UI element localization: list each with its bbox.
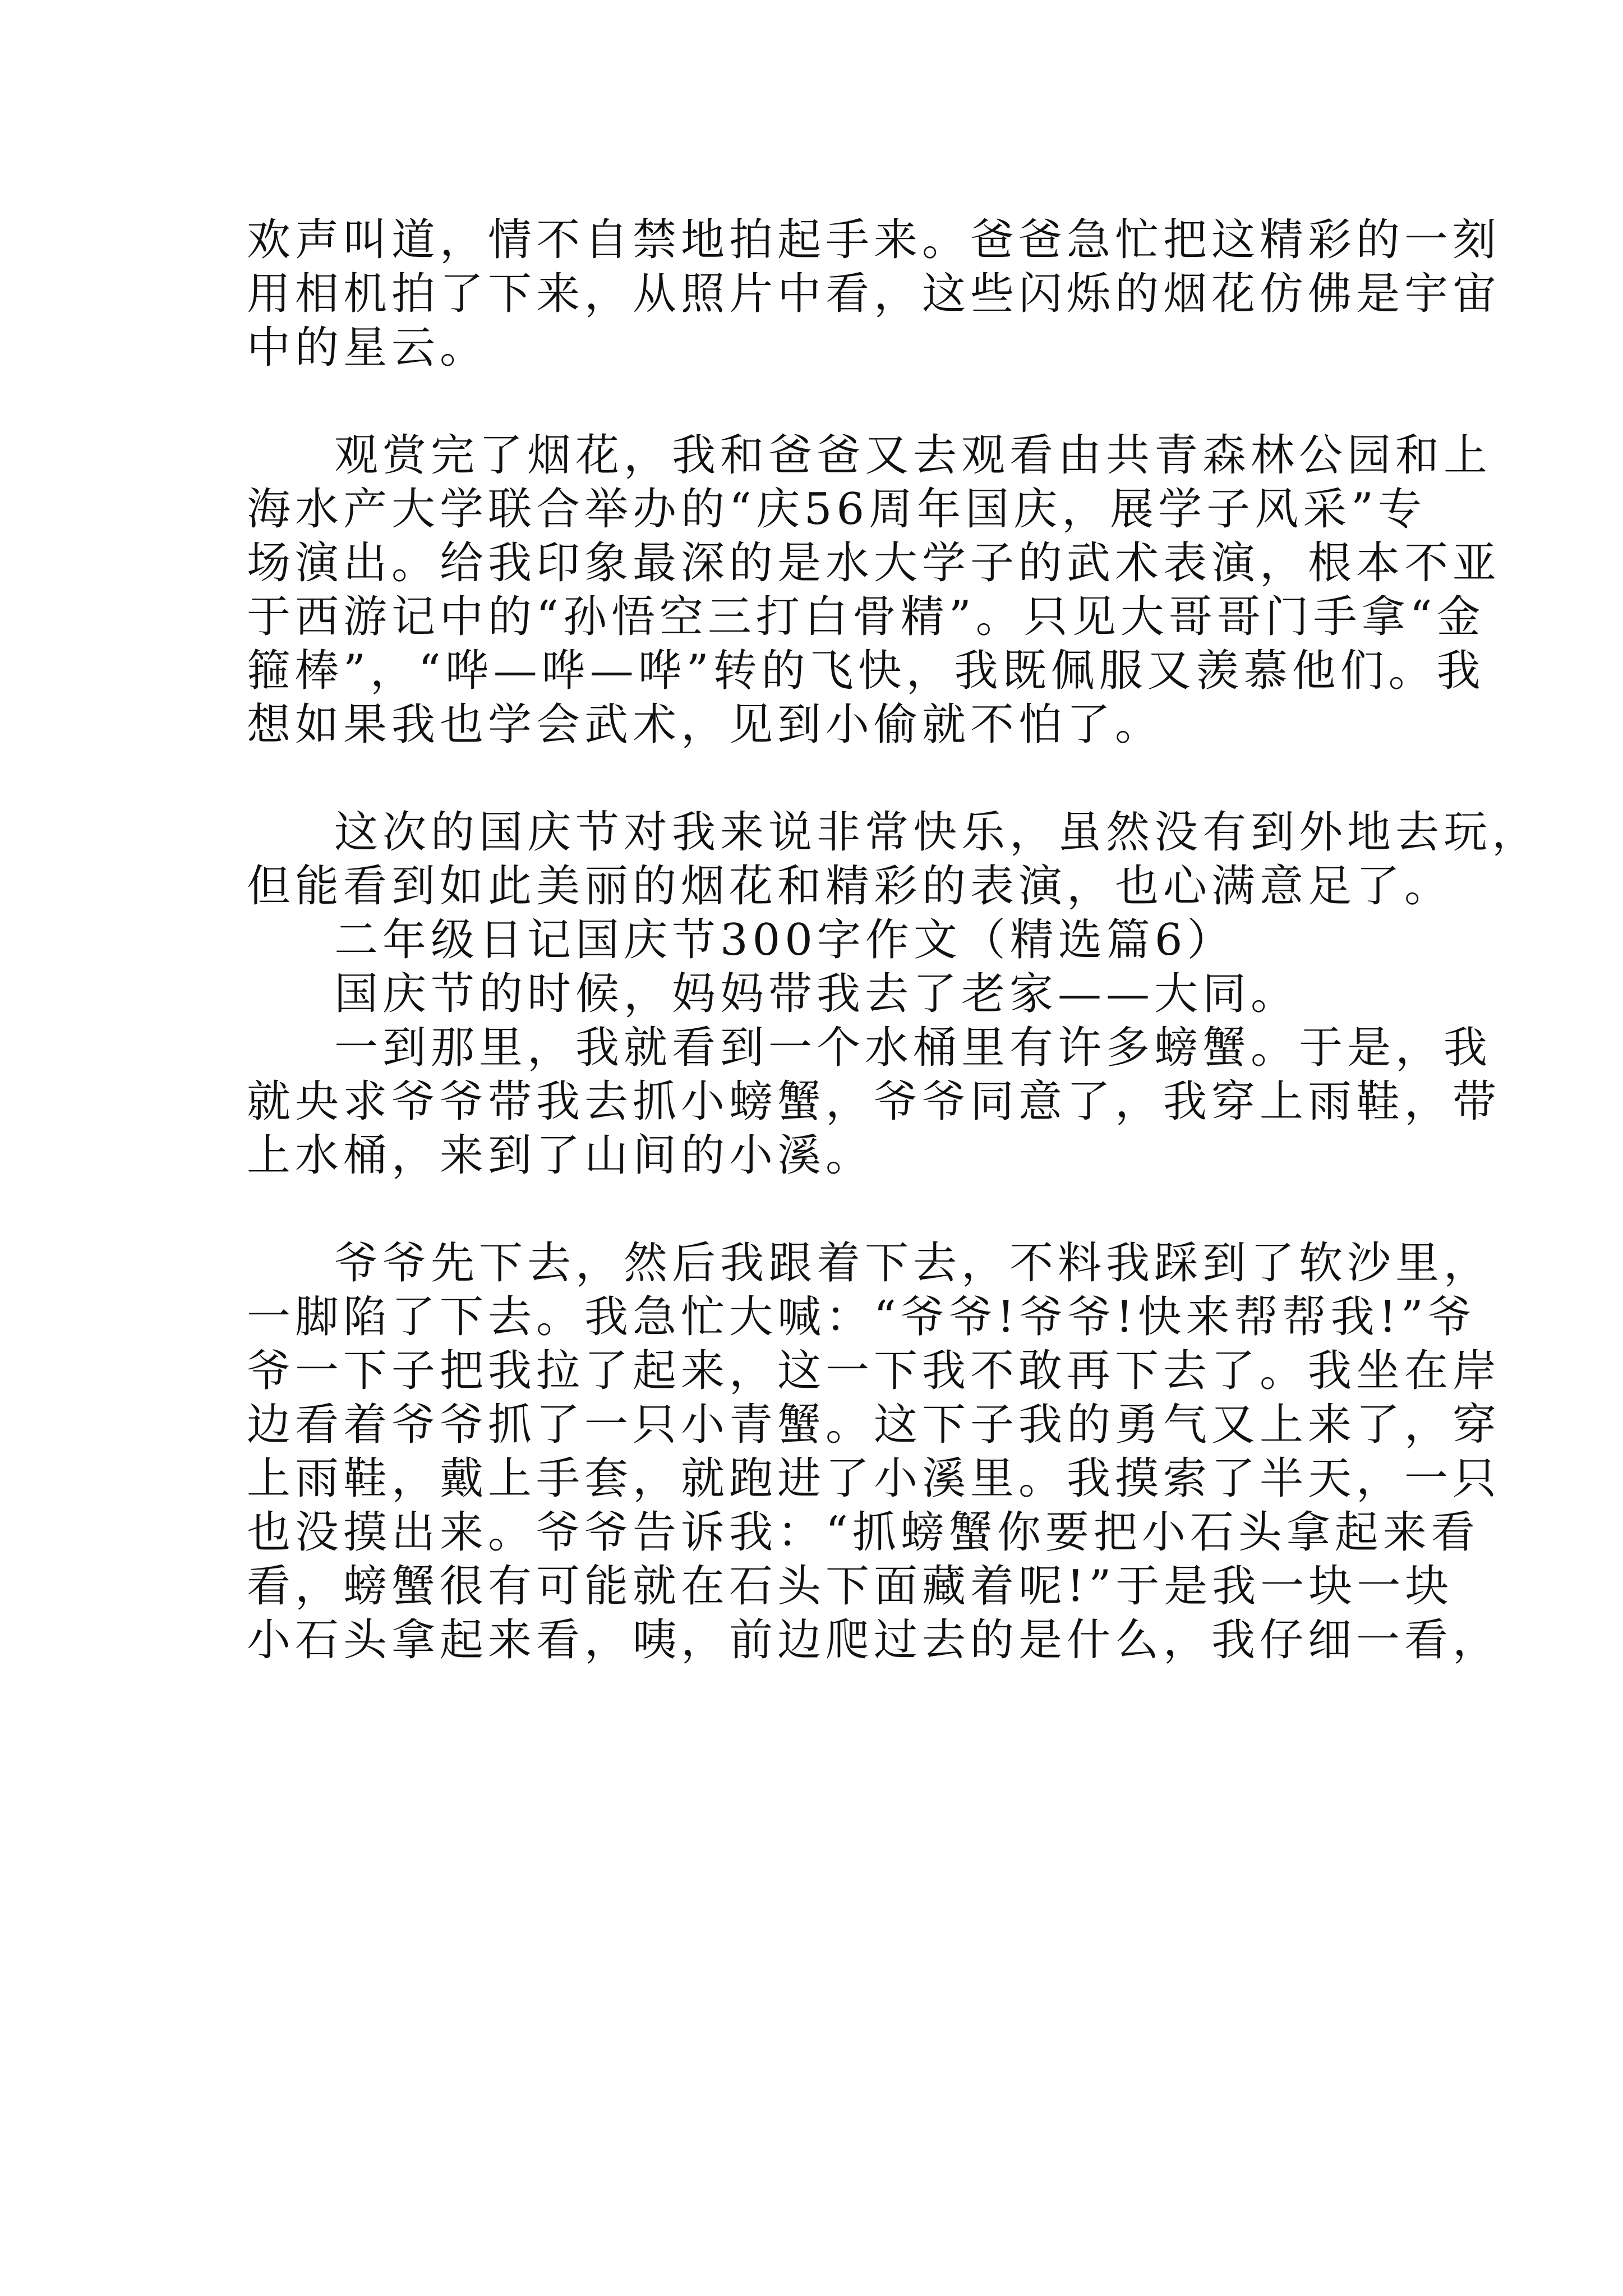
paragraph-start-line: 一到那里，我就看到一个水桶里有许多螃蟹。于是，我 [334,1023,1492,1073]
text-line: 箍棒”，“哗—哗—哗”转的飞快，我既佩服又羡慕他们。我 [247,646,1485,696]
text-line: 欢声叫道，情不自禁地拍起手来。爸爸急忙把这精彩的一刻 [247,215,1501,265]
text-line: 上水桶，来到了山间的小溪。 [247,1130,874,1181]
text-line: 一脚陷了下去。我急忙大喊：“爷爷!爷爷!快来帮帮我!”爷 [247,1292,1476,1342]
text-line: 爷一下子把我拉了起来，这一下我不敢再下去了。我坐在岸 [247,1346,1501,1396]
paragraph-start-line: 这次的国庆节对我来说非常快乐，虽然没有到外地去玩， [334,807,1541,858]
text-line: 看，螃蟹很有可能就在石头下面藏着呢!”于是我一块一块 [247,1561,1454,1612]
text-line: 中的星云。 [247,323,488,373]
paragraph-start-line: 国庆节的时候，妈妈带我去了老家——大同。 [334,969,1299,1019]
paragraph-start-line: 爷爷先下去，然后我跟着下去，不料我踩到了软沙里， [334,1238,1492,1289]
paragraph-start-line: 观赏完了烟花，我和爸爸又去观看由共青森林公园和上 [334,430,1492,481]
text-line: 边看着爷爷抓了一只小青蟹。这下子我的勇气又上来了，穿 [247,1400,1501,1450]
text-line: 就央求爷爷带我去抓小螃蟹，爷爷同意了，我穿上雨鞋，带 [247,1076,1501,1127]
text-line: 想如果我也学会武术，见到小偷就不怕了。 [247,700,1164,750]
text-line: 小石头拿起来看，咦，前边爬过去的是什么，我仔细一看， [247,1615,1501,1665]
text-line: 于西游记中的“孙悟空三打白骨精”。只见大哥哥门手拿“金 [247,592,1485,642]
document-body [247,213,1541,1667]
text-line: 也没摸出来。爷爷告诉我：“抓螃蟹你要把小石头拿起来看 [247,1507,1479,1558]
text-line: 场演出。给我印象最深的是水大学子的武术表演，根本不亚 [247,538,1501,588]
text-line: 海水产大学联合举办的“庆56周年国庆，展学子风采”专 [247,484,1427,535]
section-title: 二年级日记国庆节300字作文（精选篇6） [334,915,1235,965]
text-line: 上雨鞋，戴上手套，就跑进了小溪里。我摸索了半天，一只 [247,1453,1501,1504]
text-line: 用相机拍了下来，从照片中看，这些闪烁的烟花仿佛是宇宙 [247,269,1501,319]
text-line: 但能看到如此美丽的烟花和精彩的表演，也心满意足了。 [247,861,1453,912]
